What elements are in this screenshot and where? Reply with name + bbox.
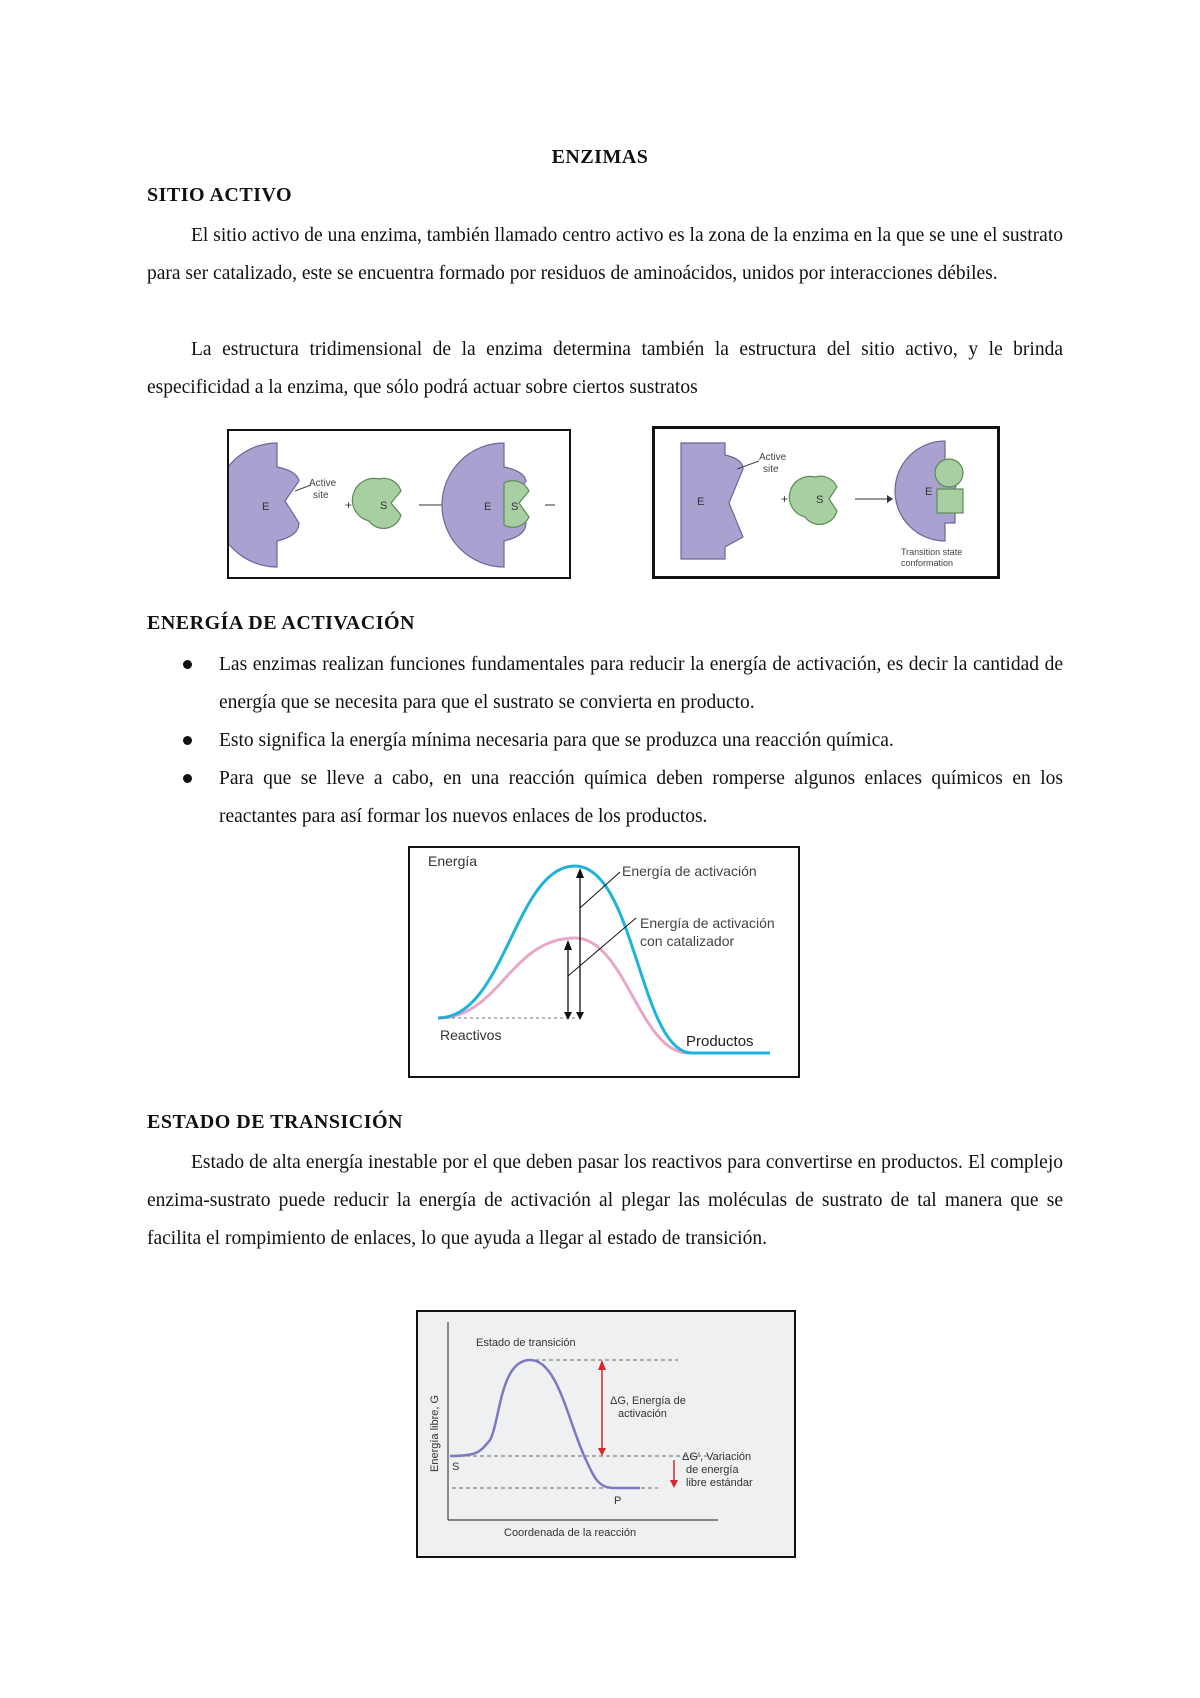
plus-sign: + [345,498,353,512]
transition-state-label-2: conformation [901,558,954,568]
paragraph-sitio-activo-2: La estructura tridimensional de la enzima determina también la estructura del sitio activo, y le brinda especificidad a la enzima, que sólo podrá actuar sobre ciertos sustratos [147,339,1063,398]
bullet-dot [183,774,192,783]
substrate-shape [352,478,401,528]
active-label: Active [309,478,337,489]
bullet-item [147,646,1063,722]
heading-energia-activacion: ENERGÍA DE ACTIVACIÓN [147,612,415,634]
paragraph-sitio-activo-1: El sitio activo de una enzima, también llamado centro activo es la zona de la enzima en la que se une el sustrato para ser catalizado, este se encuentra formado por residuos de aminoácidos, unidos por interacciones débiles. [147,225,1063,284]
y-axis-label: Energía [428,853,478,869]
bullet-item [147,722,1063,760]
transition-state-label: Estado de transición [476,1337,576,1349]
standard-label-3: libre estándar [686,1477,753,1489]
reactants-label: Reactivos [440,1027,502,1043]
bullet-dot [183,660,192,669]
complex-s-label: S [511,501,519,513]
products-label: Productos [686,1033,754,1050]
product-label: P [614,1495,622,1507]
transition-state-label-1: Transition state [901,547,963,557]
activation-label-2: activación [618,1408,667,1420]
paragraph-estado-transicion: Estado de alta energía inestable por el que deben pasar los reactivos para convertirse en productos. El complejo enzima-sustrato puede reducir la energía de activación al plegar las moléculas de sustrato de tal manera que se facilita el rompimiento de enlaces, lo que ayuda a llegar al estado de transición. [147,1152,1063,1249]
substrate-label: S [452,1461,460,1473]
enzyme-label: E [697,496,705,508]
figure-lock-and-key [227,429,571,579]
figure-free-energy [416,1310,796,1558]
plus-sign: + [781,492,789,506]
complex-e-label: E [925,486,933,498]
substrate-shape [789,476,837,524]
activation-energy-label: Energía de activación [622,863,757,879]
activation-label-1: ΔG, Energía de [610,1395,686,1407]
uncatalyzed-curve [438,866,770,1053]
figure-activation-energy [408,846,800,1078]
site-label: site [763,464,779,475]
figure-induced-fit [652,426,1000,579]
catalyzed-label-2: con catalizador [640,933,735,949]
heading-estado-transicion: ESTADO DE TRANSICIÓN [147,1111,403,1133]
bullet-item [147,760,1063,836]
substrate-label: S [380,500,388,512]
enzyme-shape-rigid [681,443,743,559]
y-axis-label: Energía libre, G [429,1394,441,1472]
substrate-label: S [816,494,824,506]
standard-label-1: ΔG', Variación [682,1451,752,1463]
complex-e-label: E [484,501,492,513]
document-title: ENZIMAS [551,146,649,168]
bullet-text: Esto significa la energía mínima necesaria para que se produzca una reacción química. [219,730,894,751]
standard-label-2: de energía [686,1464,739,1476]
bullet-list-energia [147,646,1063,836]
bullet-text: Las enzimas realizan funciones fundamentales para reducir la energía de activación, es decir la cantidad de energía que se necesita para que el sustrato se convierta en producto. [219,654,1063,713]
site-label: site [313,490,329,501]
heading-sitio-activo: SITIO ACTIVO [147,184,293,206]
active-label: Active [759,452,787,463]
bullet-text: Para que se lleve a cabo, en una reacción química deben romperse algunos enlaces químicos en los reactantes para así formar los nuevos enlaces de los productos. [219,768,1063,827]
x-axis-label: Coordenada de la reacción [504,1527,637,1539]
bullet-dot [183,736,192,745]
catalyzed-label-1: Energía de activación [640,915,775,931]
enzyme-label: E [262,501,270,513]
